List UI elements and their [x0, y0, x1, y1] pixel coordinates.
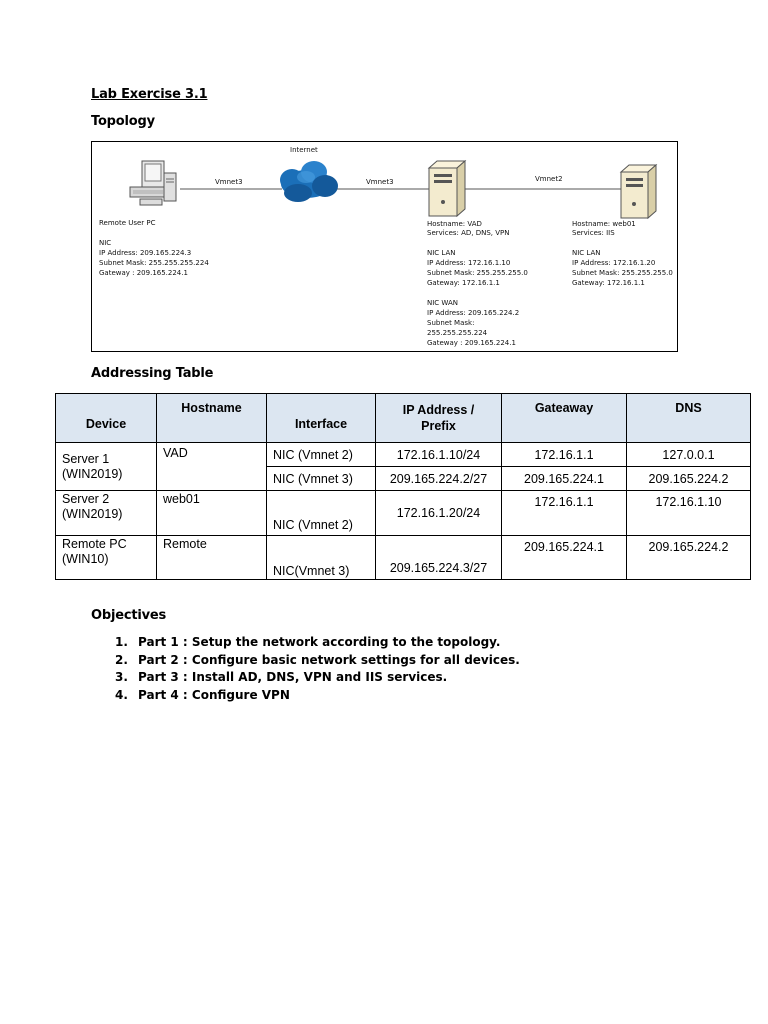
remote-pc-ip: IP Address: 209.165.224.3 [99, 249, 192, 257]
cell-ip: 172.16.1.20/24 [376, 491, 502, 536]
vad-nic-wan: NIC WAN [427, 299, 458, 307]
item-text: Part 3 : Install AD, DNS, VPN and IIS services. [138, 670, 448, 684]
cell-device-remote [56, 536, 157, 580]
item-number: 2. [115, 652, 128, 667]
vad-lan-mask: Subnet Mask: 255.255.255.0 [427, 269, 528, 277]
cell-gateway: 209.165.224.1 [502, 536, 627, 580]
cell-dns: 127.0.0.1 [627, 443, 751, 467]
cell-interface: NIC (Vmnet 2) [267, 491, 376, 536]
topology-diagram [91, 141, 678, 352]
item-text: Part 2 : Configure basic network settings for all devices. [138, 652, 520, 667]
internet-label: Internet [290, 146, 318, 154]
list-item [115, 634, 520, 652]
vad-wan-gateway: Gateway : 209.165.224.1 [427, 339, 516, 347]
cell-dns: 209.165.224.2 [627, 536, 751, 580]
addressing-table [55, 393, 751, 580]
table-row [56, 536, 751, 580]
vad-wan-ip: IP Address: 209.165.224.2 [427, 309, 520, 317]
server-vad-icon [429, 161, 465, 216]
header-gateway: Gateaway [502, 394, 627, 443]
header-ip-prefix [376, 394, 502, 443]
cell-dns: 172.16.1.10 [627, 491, 751, 536]
vad-services: Services: AD, DNS, VPN [427, 229, 510, 237]
vmnet3-right-label: Vmnet3 [366, 178, 394, 186]
list-item [115, 687, 520, 705]
lab-title: Lab Exercise 3.1 [91, 87, 208, 102]
web01-nic-lan: NIC LAN [572, 249, 601, 257]
web01-hostname: Hostname: web01 [572, 220, 636, 228]
list-item [115, 652, 520, 670]
topology-drawing [92, 142, 678, 352]
device-name: Server 2 [62, 492, 110, 506]
vad-wan-mask-label: Subnet Mask: [427, 319, 475, 327]
device-os: (WIN2019) [62, 507, 123, 521]
device-name: Remote PC [62, 537, 127, 551]
table-row [56, 443, 751, 467]
vmnet3-left-label: Vmnet3 [215, 178, 243, 186]
vad-lan-gateway: Gateway: 172.16.1.1 [427, 279, 500, 287]
cell-gateway: 209.165.224.1 [502, 467, 627, 491]
vad-lan-ip: IP Address: 172.16.1.10 [427, 259, 511, 267]
device-os: (WIN10) [62, 552, 109, 566]
item-number: 3. [115, 670, 128, 684]
web01-gateway: Gateway: 172.16.1.1 [572, 279, 645, 287]
vad-wan-mask: 255.255.255.224 [427, 329, 488, 337]
cell-hostname-web01: web01 [157, 491, 267, 536]
cloud-icon [280, 161, 338, 202]
cell-interface: NIC(Vmnet 3) [267, 536, 376, 580]
cell-gateway: 172.16.1.1 [502, 443, 627, 467]
table-header-row [56, 394, 751, 443]
computer-icon [130, 161, 176, 205]
header-interface: Interface [267, 394, 376, 443]
vad-nic-lan: NIC LAN [427, 249, 456, 257]
vmnet2-label: Vmnet2 [535, 175, 563, 183]
item-number: 1. [115, 635, 128, 649]
cell-ip: 209.165.224.3/27 [376, 536, 502, 580]
web01-services: Services: IIS [572, 229, 615, 237]
remote-pc-nic: NIC [99, 239, 112, 247]
cell-hostname-vad: VAD [157, 443, 267, 491]
header-dns: DNS [627, 394, 751, 443]
cell-interface: NIC (Vmnet 3) [267, 467, 376, 491]
header-device: Device [56, 394, 157, 443]
list-item [115, 669, 520, 687]
header-ip-line2: Prefix [421, 419, 456, 433]
table-row [56, 491, 751, 536]
addressing-heading: Addressing Table [91, 366, 214, 381]
cell-device-server2 [56, 491, 157, 536]
cell-ip: 172.16.1.10/24 [376, 443, 502, 467]
cell-gateway: 172.16.1.1 [502, 491, 627, 536]
cell-hostname-remote: Remote [157, 536, 267, 580]
topology-heading: Topology [91, 114, 155, 129]
item-number: 4. [115, 687, 128, 702]
objectives-heading: Objectives [91, 608, 167, 623]
objectives-list [115, 634, 520, 704]
web01-ip: IP Address: 172.16.1.20 [572, 259, 656, 267]
vad-hostname: Hostname: VAD [427, 220, 482, 228]
device-os: (WIN2019) [62, 466, 123, 481]
header-ip-line1: IP Address / [402, 403, 475, 417]
cell-device-server1 [56, 443, 157, 491]
header-hostname: Hostname [157, 394, 267, 443]
remote-pc-gateway: Gateway : 209.165.224.1 [99, 269, 188, 277]
cell-dns: 209.165.224.2 [627, 467, 751, 491]
web01-mask: Subnet Mask: 255.255.255.0 [572, 269, 673, 277]
item-text: Part 1 : Setup the network according to the topology. [138, 635, 501, 649]
cell-ip: 209.165.224.2/27 [376, 467, 502, 491]
item-text: Part 4 : Configure VPN [138, 687, 290, 702]
cell-interface: NIC (Vmnet 2) [267, 443, 376, 467]
device-name: Server 1 [62, 451, 110, 466]
server-web01-icon [621, 165, 656, 218]
remote-pc-name: Remote User PC [99, 219, 156, 227]
remote-pc-mask: Subnet Mask: 255.255.255.224 [99, 259, 209, 267]
